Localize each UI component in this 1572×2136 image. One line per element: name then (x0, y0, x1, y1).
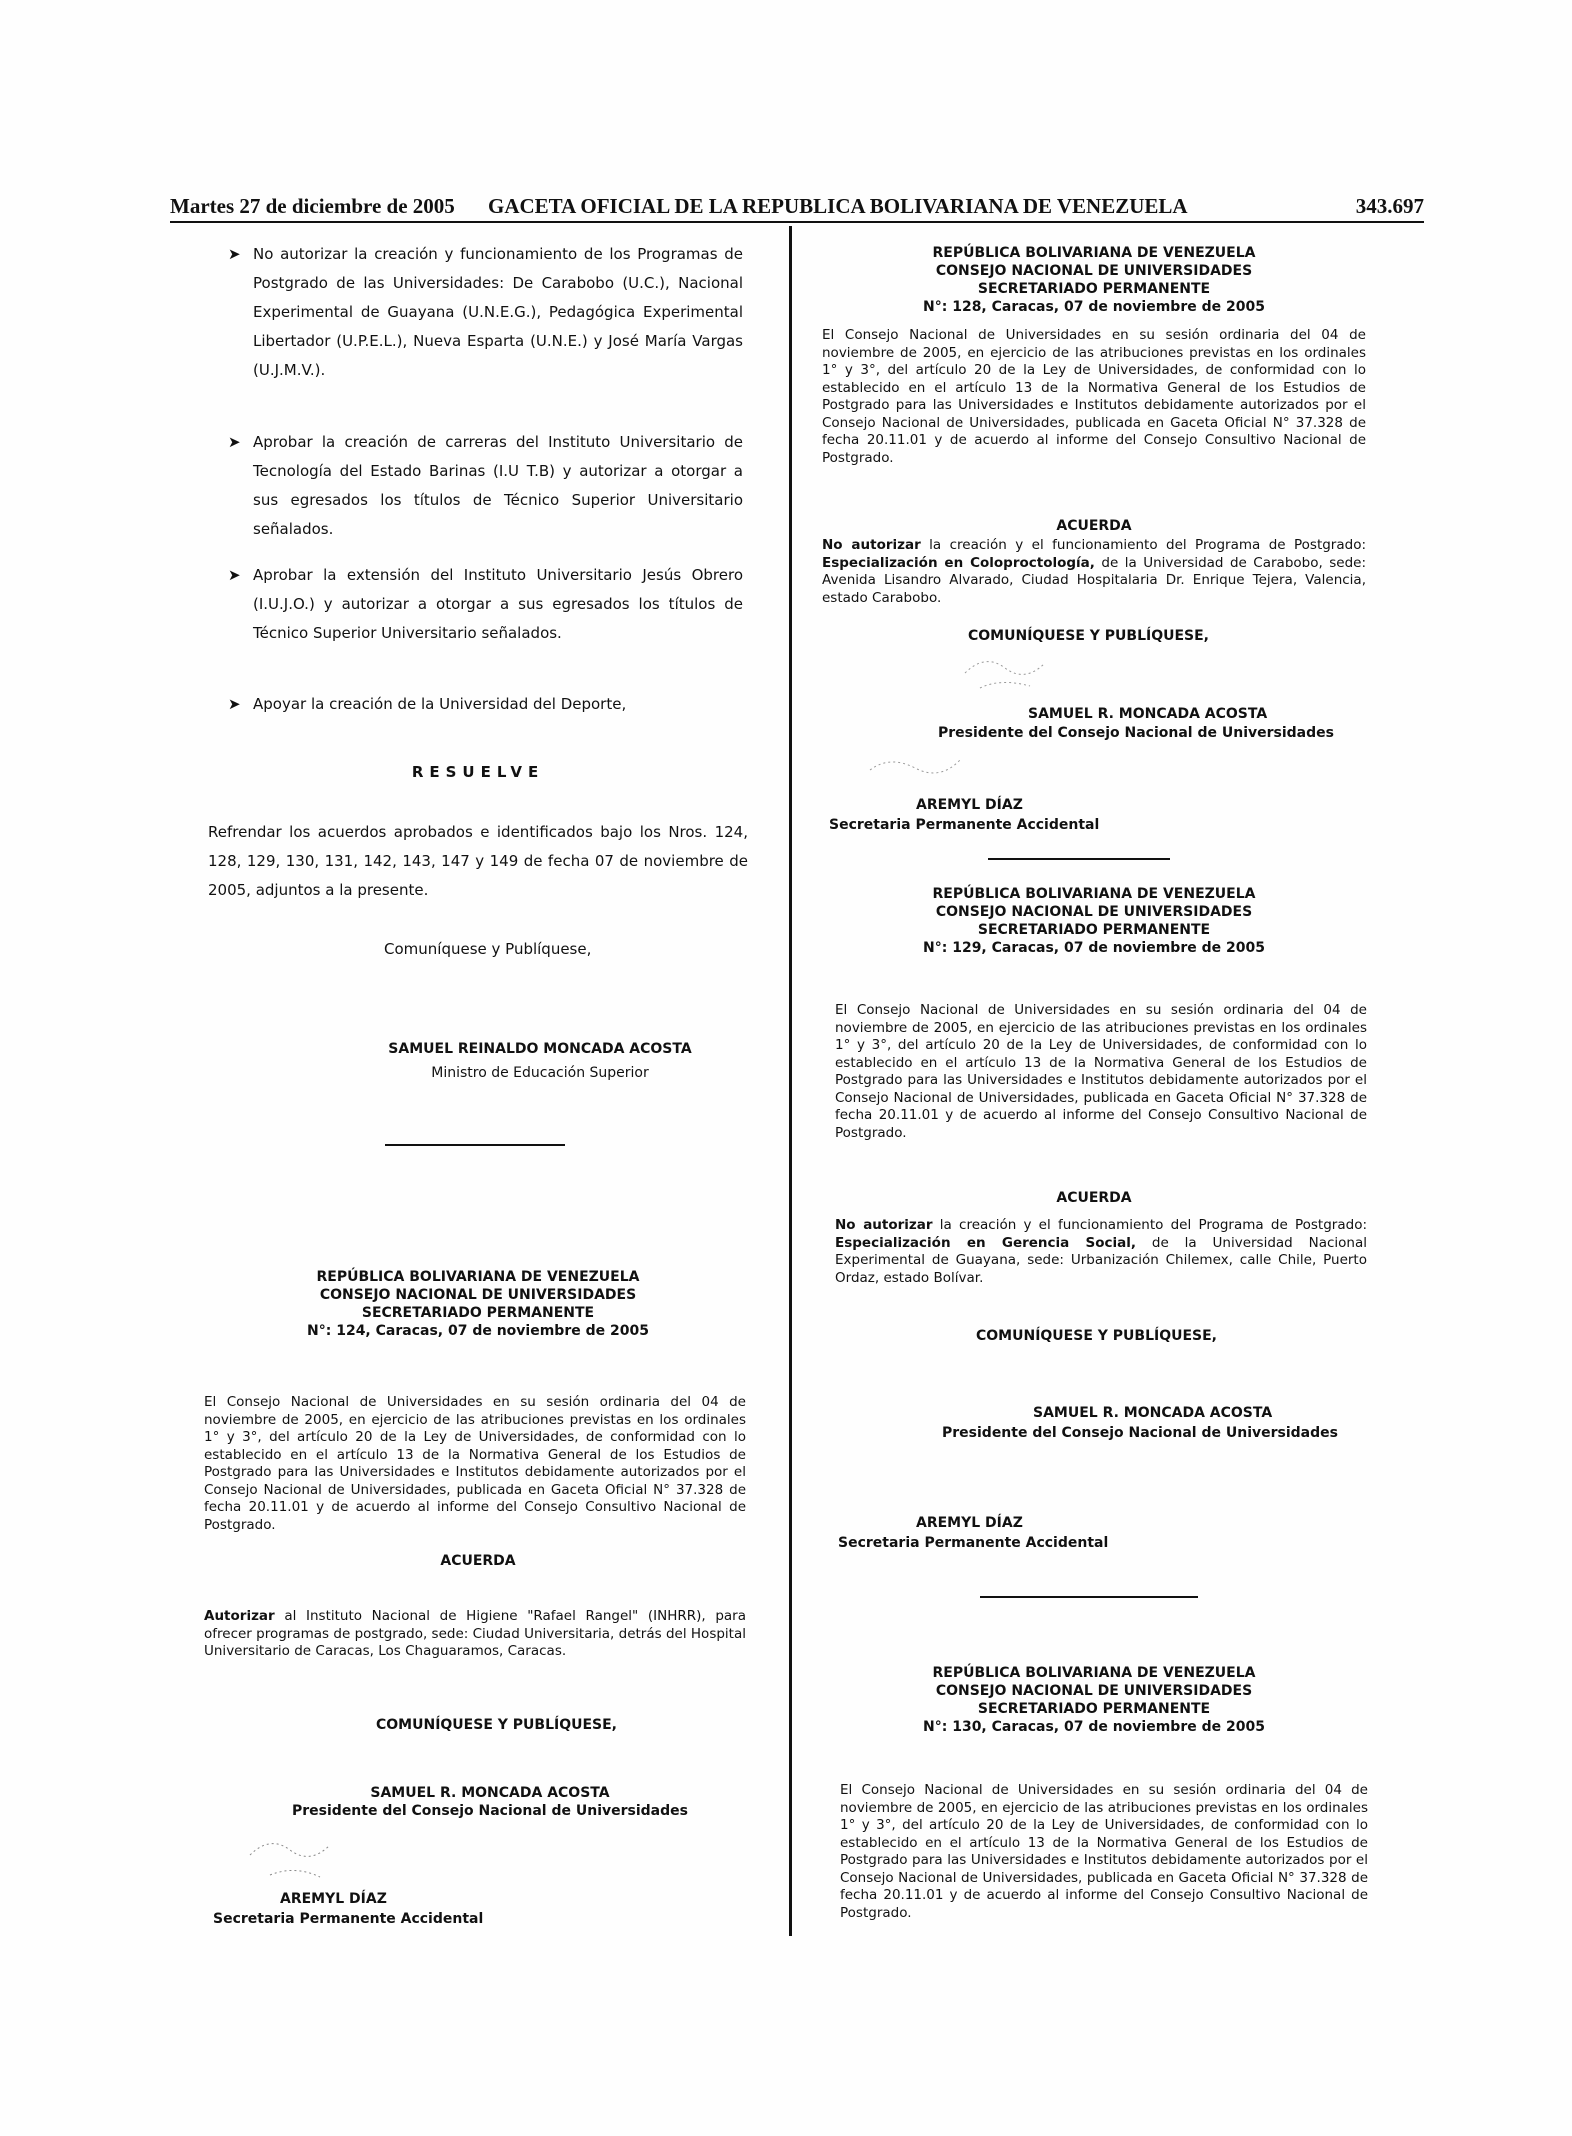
r128-body: El Consejo Nacional de Universidades en su sesión ordinaria del 04 de noviembre de 2005, en ejercicio de las atribuciones previstas en los ordinales 1° y 3°, del artículo 20 de la Ley de Universidades, de conformidad con lo establecido en el artículo 13 de la Normativa General de los Estudios de Postgrado para las Universidades e Institutos debidamente autorizados por el Consejo Nacional de Universidades, publicada en Gaceta Oficial N° 37.328 de fecha 20.11.01 y de acuerdo al informe del Consejo Consultivo Nacional de Postgrado. (822, 327, 1366, 466)
r124-acuerda: ACUERDA (440, 1553, 516, 1569)
r124-decision-lead: Autorizar (204, 1608, 275, 1624)
arrow-bullet-icon: ➤ (228, 566, 241, 584)
section-rule (988, 858, 1170, 860)
r124-decision (204, 1608, 746, 1661)
arrow-bullet-icon: ➤ (228, 245, 241, 263)
header-rule (170, 221, 1424, 223)
r129-republic: REPÚBLICA BOLIVARIANA DE VENEZUELA (932, 886, 1256, 902)
signature-scribble (960, 638, 1100, 698)
comuniquese-text: Comuníquese y Publíquese, (384, 940, 592, 958)
r128-decision-mid: la creación y el funcionamiento del Programa de Postgrado: (920, 537, 1367, 553)
r124-secretary-title: Secretaria Permanente Accidental (213, 1911, 484, 1927)
section-rule (385, 1144, 565, 1146)
r128-header (822, 244, 1366, 316)
column-divider (789, 226, 792, 1936)
r129-number: N°: 129, Caracas, 07 de noviembre de 2005 (923, 940, 1265, 956)
bullet-text: No autorizar la creación y funcionamiento de los Programas de Postgrado de las Universidades: De Carabobo (U.C.), Nacional Experimental de Guayana (U.N.E.G.), Pedagógica Experimental Libertador (U.P.E.L.), Nueva Esparta (U.N.E.) y José María Vargas (U.J.M.V.). (253, 245, 743, 379)
r129-decision-program: Especialización en Gerencia Social, (835, 1234, 1137, 1251)
r128-secretary-name: AREMYL DÍAZ (916, 797, 1023, 813)
header-page-number: 343.697 (1355, 194, 1424, 218)
r124-body: El Consejo Nacional de Universidades en su sesión ordinaria del 04 de noviembre de 2005, en ejercicio de las atribuciones previstas en los ordinales 1° y 3°, del artículo 20 de la Ley de Universidades, de conformidad con lo establecido en el artículo 13 de la Normativa General de los Estudios de Postgrado para las Universidades e Institutos debidamente autorizados por el Consejo Nacional de Universidades, publicada en Gaceta Oficial N° 37.328 de fecha 20.11.01 y de acuerdo al informe del Consejo Consultivo Nacional de Postgrado. (204, 1394, 746, 1533)
minister-name: SAMUEL REINALDO MONCADA ACOSTA (388, 1041, 692, 1057)
r129-secretary-title: Secretaria Permanente Accidental (838, 1535, 1109, 1551)
r128-decision (822, 537, 1366, 607)
r124-signer-name: SAMUEL R. MONCADA ACOSTA (370, 1785, 610, 1801)
r124-council: CONSEJO NACIONAL DE UNIVERSIDADES (319, 1287, 637, 1303)
section-rule (980, 1596, 1198, 1598)
r124-secretary-name: AREMYL DÍAZ (280, 1891, 387, 1907)
bullet-item (228, 690, 743, 719)
bullet-text: Apoyar la creación de la Universidad del Deporte, (253, 695, 627, 713)
r130-secretariat: SECRETARIADO PERMANENTE (977, 1701, 1211, 1717)
page-header (170, 194, 1424, 224)
r124-republic: REPÚBLICA BOLIVARIANA DE VENEZUELA (316, 1269, 640, 1285)
bullet-item (228, 428, 743, 544)
signature-scribble (240, 1815, 360, 1895)
r124-comuniquese: COMUNÍQUESE Y PUBLÍQUESE, (376, 1717, 617, 1733)
r130-council: CONSEJO NACIONAL DE UNIVERSIDADES (935, 1683, 1253, 1699)
r128-acuerda: ACUERDA (1056, 518, 1132, 534)
arrow-bullet-icon: ➤ (228, 433, 241, 451)
header-date: Martes 27 de diciembre de 2005 (170, 194, 455, 218)
r129-secretary-name: AREMYL DÍAZ (916, 1515, 1023, 1531)
r128-decision-lead: No autorizar (822, 537, 921, 553)
refrendar-paragraph: Refrendar los acuerdos aprobados e identificados bajo los Nros. 124, 128, 129, 130, 131, 142, 143, 147 y 149 de fecha 07 de noviembre de 2005, adjuntos a la presente. (208, 823, 748, 899)
r128-number: N°: 128, Caracas, 07 de noviembre de 2005 (923, 299, 1265, 315)
r124-decision-rest: al Instituto Nacional de Higiene "Rafael Rangel" (INHRR), para ofrecer programas de postgrado, sede: Ciudad Universitaria, detrás del Hospital Universitario de Caracas, Los Chaguaramos, Caracas. (204, 1608, 746, 1659)
bullet-item (228, 240, 743, 385)
r124-secretariat: SECRETARIADO PERMANENTE (361, 1305, 595, 1321)
r128-secretary-title: Secretaria Permanente Accidental (829, 817, 1100, 833)
r128-signer-title: Presidente del Consejo Nacional de Universidades (938, 725, 1334, 741)
r129-signer-title: Presidente del Consejo Nacional de Universidades (942, 1425, 1338, 1441)
r124-signer-title: Presidente del Consejo Nacional de Universidades (292, 1803, 688, 1819)
r129-decision-rest: de la Universidad Nacional Experimental de Guayana, sede: Urbanización Chilemex, calle Chile, Puerto Ordaz, estado Bolívar. (835, 1234, 1367, 1286)
r129-decision-mid: la creación y el funcionamiento del Programa de Postgrado: (932, 1217, 1367, 1233)
r129-decision-lead: No autorizar (835, 1217, 933, 1233)
r124-number: N°: 124, Caracas, 07 de noviembre de 2005 (307, 1323, 649, 1339)
bullet-item (228, 561, 743, 648)
r128-comuniquese: COMUNÍQUESE Y PUBLÍQUESE, (968, 628, 1209, 644)
r128-signer-name: SAMUEL R. MONCADA ACOSTA (1028, 706, 1268, 722)
r128-decision-rest: de la Universidad de Carabobo, sede: Avenida Lisandro Alvarado, Ciudad Hospitalaria Dr. Enrique Tejera, Valencia, estado Carabobo. (822, 554, 1366, 606)
r129-signer-name: SAMUEL R. MONCADA ACOSTA (1033, 1405, 1273, 1421)
r124-header (208, 1268, 748, 1340)
r130-number: N°: 130, Caracas, 07 de noviembre de 2005 (923, 1719, 1265, 1735)
r130-header (822, 1664, 1366, 1736)
bullet-text: Aprobar la extensión del Instituto Universitario Jesús Obrero (I.U.J.O.) y autorizar a otorgar a sus egresados los títulos de Técnico Superior Universitario señalados. (253, 566, 743, 642)
r128-republic: REPÚBLICA BOLIVARIANA DE VENEZUELA (932, 245, 1256, 261)
r128-secretariat: SECRETARIADO PERMANENTE (977, 281, 1211, 297)
r128-council: CONSEJO NACIONAL DE UNIVERSIDADES (935, 263, 1253, 279)
resuelve-heading: RESUELVE (411, 763, 545, 781)
r129-decision (835, 1217, 1367, 1287)
signature-scribble (860, 730, 1000, 800)
r129-header (822, 885, 1366, 957)
bullet-text: Aprobar la creación de carreras del Instituto Universitario de Tecnología del Estado Barinas (I.U T.B) y autorizar a otorgar a sus egresados los títulos de Técnico Superior Universitario señalados. (253, 433, 743, 538)
r128-decision-program: Especialización en Coloproctología, (822, 554, 1095, 571)
r129-acuerda: ACUERDA (1056, 1190, 1132, 1206)
r130-body: El Consejo Nacional de Universidades en su sesión ordinaria del 04 de noviembre de 2005, en ejercicio de las atribuciones previstas en los ordinales 1° y 3°, del artículo 20 de la Ley de Universidades, de conformidad con lo establecido en el artículo 13 de la Normativa General de los Estudios de Postgrado para las Universidades e Institutos debidamente autorizados por el Consejo Nacional de Universidades, publicada en Gaceta Oficial N° 37.328 de fecha 20.11.01 y de acuerdo al informe del Consejo Consultivo Nacional de Postgrado. (840, 1782, 1368, 1921)
minister-title: Ministro de Educación Superior (431, 1065, 649, 1081)
r129-secretariat: SECRETARIADO PERMANENTE (977, 922, 1211, 938)
r130-republic: REPÚBLICA BOLIVARIANA DE VENEZUELA (932, 1665, 1256, 1681)
header-title: GACETA OFICIAL DE LA REPUBLICA BOLIVARIANA DE VENEZUELA (488, 194, 1188, 218)
arrow-bullet-icon: ➤ (228, 695, 241, 713)
r129-comuniquese: COMUNÍQUESE Y PUBLÍQUESE, (976, 1328, 1217, 1344)
r129-council: CONSEJO NACIONAL DE UNIVERSIDADES (935, 904, 1253, 920)
r129-body: El Consejo Nacional de Universidades en su sesión ordinaria del 04 de noviembre de 2005, en ejercicio de las atribuciones previstas en los ordinales 1° y 3°, del artículo 20 de la Ley de Universidades, de conformidad con lo establecido en el artículo 13 de la Normativa General de los Estudios de Postgrado para las Universidades e Institutos debidamente autorizados por el Consejo Nacional de Universidades, publicada en Gaceta Oficial N° 37.328 de fecha 20.11.01 y de acuerdo al informe del Consejo Consultivo Nacional de Postgrado. (835, 1002, 1367, 1141)
